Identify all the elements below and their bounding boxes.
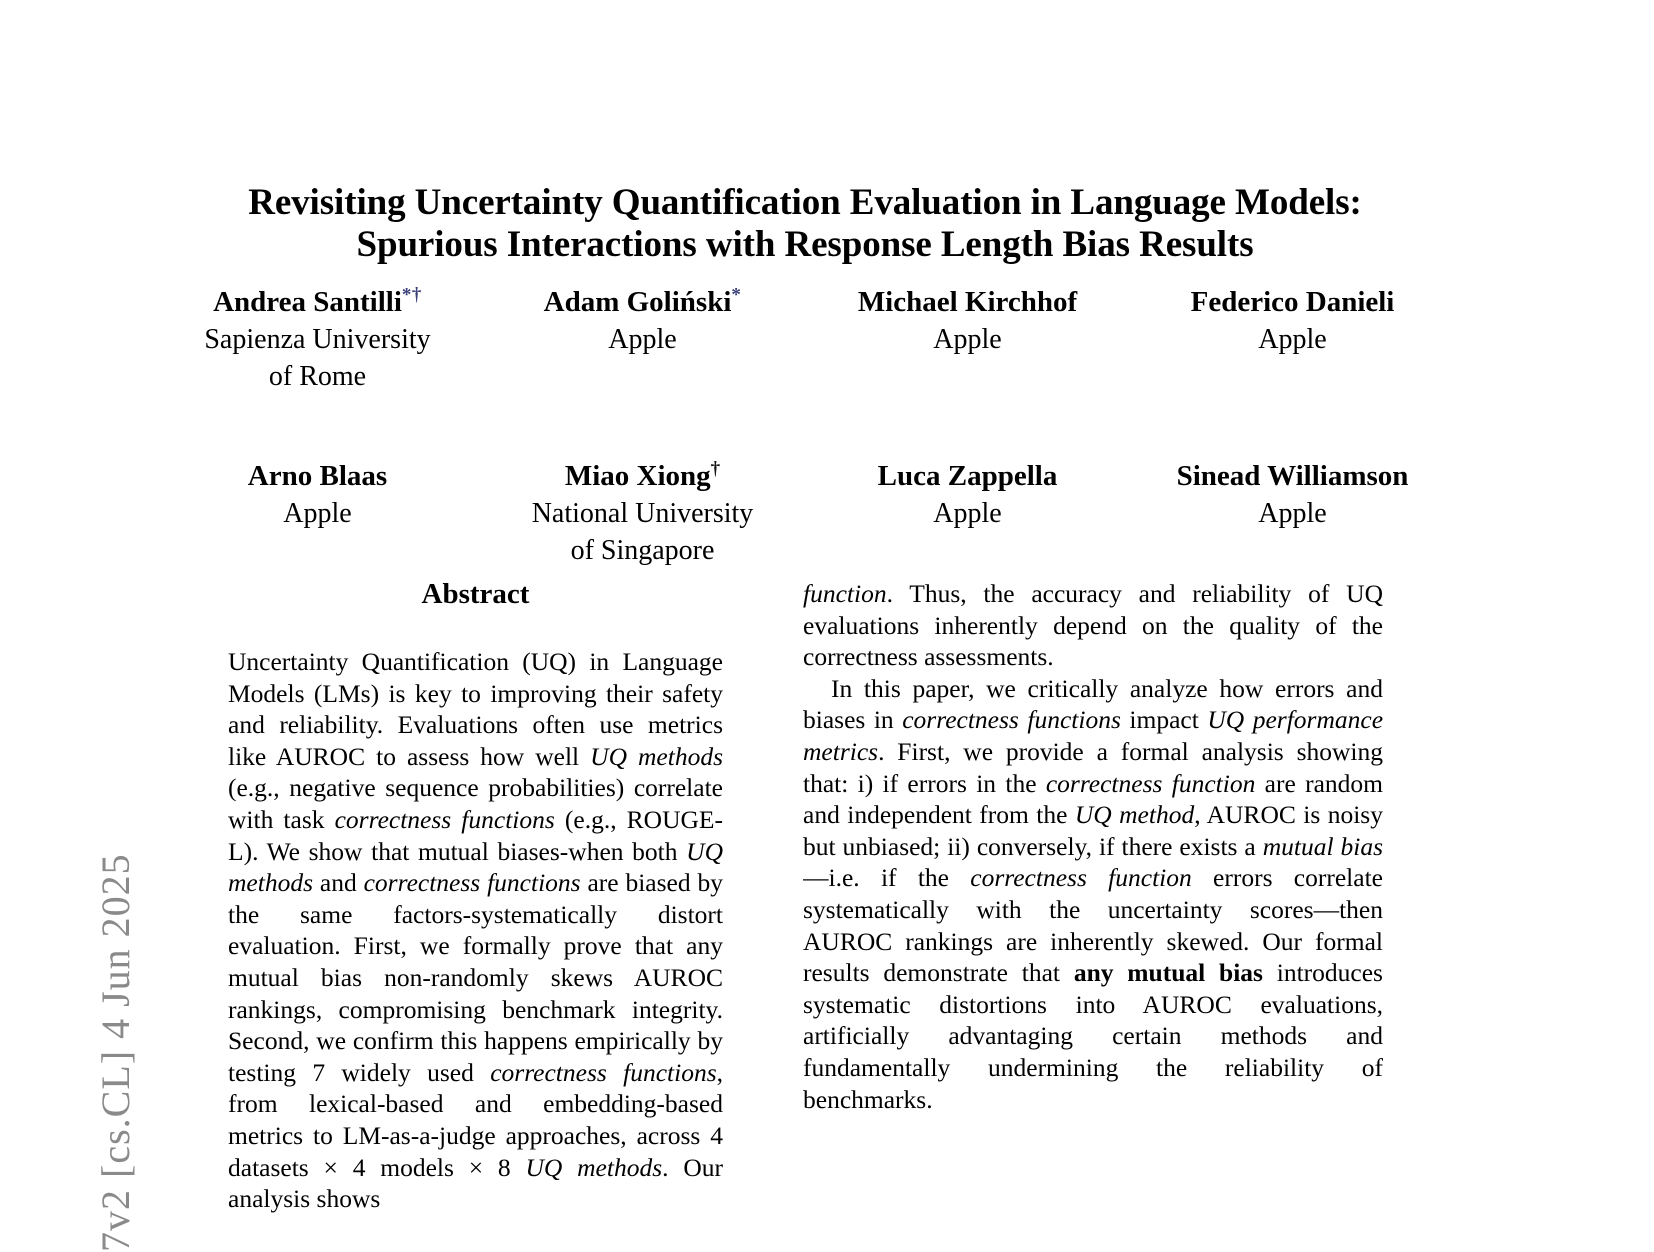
author-affiliation: Apple [608, 324, 677, 355]
author-name-text: Michael Kirchhof [857, 286, 1078, 318]
author-michael-kirchhof [805, 283, 1130, 395]
abstract-heading: Abstract [421, 578, 530, 610]
arxiv-stamp-text: 7v2 [cs.CL] 4 Jun 2025 [93, 853, 138, 1252]
author-affiliation: Apple [933, 324, 1002, 355]
author-name [486, 283, 799, 321]
author-name-text: Andrea Santilli [213, 286, 402, 318]
author-name [811, 457, 1124, 495]
author-name [1136, 457, 1449, 495]
author-marker-icon: *† [401, 284, 422, 306]
author-luca-zappella [805, 457, 1130, 569]
author-name [1136, 283, 1449, 321]
author-adam-golinski [480, 283, 805, 395]
author-marker-icon: * [731, 284, 742, 306]
left-column [228, 578, 723, 1241]
intro-paragraph: In this paper, we critically analyze how errors and biases in correctness functions impact UQ performance metrics. First, we provide a formal analysis showing that: i) if errors in the correctness function are random and independent from the UQ method, AUROC is noisy but unbiased; ii) conversely, if there exists a mutual bias—i.e. if the correctness function errors correlate systematically with the uncertainty scores—then AUROC rankings are inherently skewed. Our formal results demonstrate that any mutual bias introduces systematic distortions into AUROC evaluations, artificially advantaging certain methods and fundamentally undermining the reliability of benchmarks. [803, 673, 1383, 1114]
title-line-2: Spurious Interactions with Response Length Bias Results [356, 224, 1254, 265]
title-line-1: Revisiting Uncertainty Quantification Evaluation in Language Models: [248, 182, 1362, 223]
author-name-text: Federico Danieli [1190, 286, 1395, 318]
author-name [161, 283, 474, 321]
author-affiliation: Apple [933, 498, 1002, 529]
author-affiliation: Apple [283, 498, 352, 529]
author-federico-danieli [1130, 283, 1455, 395]
author-affiliation: Sapienza University of Rome [204, 324, 431, 392]
author-name-text: Miao Xiong [564, 460, 711, 492]
page-title [190, 182, 1420, 266]
abstract-text: Uncertainty Quantification (UQ) in Language Models (LMs) is key to improving their safety and reliability. Evaluations often use metrics like AUROC to assess how well UQ methods (e.g., negative sequence probabilities) correlate with task correctness functions (e.g., ROUGE-L). We show that mutual biases-when both UQ methods and correctness functions are biased by the same factors-systematically distort evaluation. First, we formally prove that any mutual bias non-randomly skews AUROC rankings, compromising benchmark integrity. Second, we confirm this happens empirically by testing 7 widely used correctness functions, from lexical-based and embedding-based metrics to LM-as-a-judge approaches, across 4 datasets × 4 models × 8 UQ methods. Our analysis shows [228, 647, 723, 1214]
author-row-1 [155, 283, 1455, 395]
author-sinead-williamson [1130, 457, 1455, 569]
author-row-2 [155, 457, 1455, 569]
author-name [811, 283, 1124, 321]
author-name-text: Sinead Williamson [1176, 460, 1409, 492]
author-affiliation: Apple [1258, 324, 1327, 355]
author-miao-xiong [480, 457, 805, 569]
author-affiliation: Apple [1258, 498, 1327, 529]
author-affiliation: National University of Singapore [531, 498, 754, 566]
author-marker-icon: † [710, 458, 721, 480]
author-name [486, 457, 799, 495]
author-arno-blaas [155, 457, 480, 569]
author-name-text: Arno Blaas [247, 460, 388, 492]
author-block [155, 283, 1455, 569]
author-name-text: Adam Goliński [543, 286, 732, 318]
author-name-text: Luca Zappella [877, 460, 1058, 492]
author-name [161, 457, 474, 495]
intro-paragraph-continued: function. Thus, the accuracy and reliability of UQ evaluations inherently depend on the quality of the correctness assessments. [803, 579, 1383, 672]
right-column [803, 578, 1383, 1241]
author-andrea-santilli [155, 283, 480, 395]
body-columns [0, 578, 1654, 1241]
